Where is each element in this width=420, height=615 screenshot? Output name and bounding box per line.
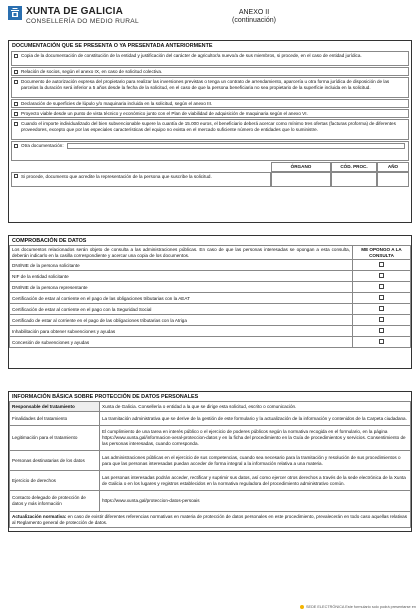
verification-row-label: Certificación de estar al corriente en el pago de las obligaciones tributarias con la AEAT xyxy=(10,293,353,304)
ano-field[interactable] xyxy=(377,172,409,187)
footer-text: SEDE ELECTRÓNICA Este formulario solo podrá presentarse en xyxy=(306,605,416,609)
oppose-cell xyxy=(353,271,411,282)
other-documentation-item[interactable] xyxy=(11,141,409,161)
doc-item-text: Declaración de superficies de lúpulo y/o maquinaria incluida en la solicitud, según el anexo III. xyxy=(21,101,213,106)
doc-item-text: Cuando el importe individualizado del bien subvencionable supere la cuantía de 15.000 euros, el beneficiario deberá acercar como mínimo tres ofertas (facturas proforma) de diferentes proveedores, excepto que por las especiales características del equipo no exista en el mercado suficiente número de entidades que lo suministre. xyxy=(21,121,396,132)
other-documentation-label: Otra documentación: xyxy=(21,143,64,148)
protection-key: Personas destinatarias de los datos xyxy=(10,451,100,471)
verification-row-label: Inhabilitación para obtener subvenciones y ayudas xyxy=(10,326,353,337)
department-name: CONSELLERÍA DO MEDIO RURAL xyxy=(26,18,139,25)
protection-value: Las administraciones públicas en el ejercicio de sus competencias, cuando sea necesario para la tramitación y resolución de sus procedimientos o para que las personas interesadas puedan acceder de forma integral a la información relativa a una materia. xyxy=(100,451,411,471)
doc-item[interactable] xyxy=(11,67,409,76)
table-row xyxy=(10,412,411,426)
data-protection-table xyxy=(9,401,411,528)
oppose-checkbox[interactable] xyxy=(379,306,384,311)
verification-section xyxy=(8,235,412,369)
doc-checkbox[interactable] xyxy=(14,122,18,126)
protection-key: Ejercicio de derechos xyxy=(10,471,100,491)
oppose-checkbox[interactable] xyxy=(379,295,384,300)
table-row xyxy=(10,512,411,528)
representation-row xyxy=(11,172,409,187)
doc-checkbox[interactable] xyxy=(14,112,18,116)
documentation-section xyxy=(8,40,412,223)
doc-item-text: Documento de autorización expresa del propietario para realizar las inversiones previstas o tenga un contrato de arrendamiento, aparcería u otra forma jurídica de disposición de las parcelas la duración será inferior a 5 años desde la fecha de la solicitud, en el caso de que la persona beneficiaria no sea propietario de la superficie incluida en la solicitud. xyxy=(21,79,390,90)
table-row xyxy=(10,271,411,282)
oppose-checkbox[interactable] xyxy=(379,262,384,267)
oppose-checkbox[interactable] xyxy=(379,284,384,289)
table-row xyxy=(10,260,411,271)
verification-row-label: Concesión de subvenciones y ayudas xyxy=(10,337,353,348)
doc-checkbox[interactable] xyxy=(14,102,18,106)
ano-header: AÑO xyxy=(377,162,409,172)
protection-value: La tramitación administrativa que se derive de la gestión de este formulario y la actualización de la información y contenidos de la Carpeta ciudadana. xyxy=(100,412,411,426)
doc-item[interactable] xyxy=(11,51,409,66)
protection-link[interactable]: https://www.xunta.gal/proteccion-datos-persoais xyxy=(100,491,411,512)
regulatory-update-cell xyxy=(10,512,411,528)
protection-key: Legitimación para el tratamiento xyxy=(10,426,100,451)
verification-row-label: NIF de la entidad solicitante xyxy=(10,271,353,282)
oppose-checkbox[interactable] xyxy=(379,328,384,333)
documentation-title: DOCUMENTACIÓN QUE SE PRESENTA O YA PRESENTADA ANTERIORMENTE xyxy=(12,43,213,49)
verification-header-row xyxy=(10,246,411,260)
table-row xyxy=(10,304,411,315)
representation-item[interactable] xyxy=(11,172,271,187)
oppose-checkbox[interactable] xyxy=(379,273,384,278)
oppose-checkbox[interactable] xyxy=(379,339,384,344)
oppose-cell xyxy=(353,315,411,326)
verification-intro: Los documentos relacionados serán objeto de consulta a las administraciones públicas. En caso de que las personas interesadas se opongan a esta consulta, deberán indicarlo en la casilla correspondiente y acercar una copia de los documentos. xyxy=(10,246,353,260)
oppose-header: ME OPONGO A LA CONSULTA xyxy=(353,246,411,260)
table-row xyxy=(10,293,411,304)
table-row xyxy=(10,337,411,348)
oppose-cell xyxy=(353,337,411,348)
organo-field[interactable] xyxy=(271,172,331,187)
doc-item-text: Copia de la documentación de constitución de la entidad y justificación del carácter de agricultor/a nuevo/a de sus miembros, si procede, en el caso de entidad jurídica. xyxy=(21,53,362,58)
table-row xyxy=(10,426,411,451)
annex-label xyxy=(214,9,294,25)
table-row xyxy=(10,402,411,412)
oppose-cell xyxy=(353,304,411,315)
verification-row-label: DNI/NIE de la persona solicitante xyxy=(10,260,353,271)
table-row xyxy=(10,326,411,337)
doc-item[interactable] xyxy=(11,119,409,140)
regulatory-update-text: en caso de existir diferentes referencias normativas en materia de protección de datos personales en este procedimiento, prevalecerán en todo caso aquellas relativas al Reglamento general de protección de datos. xyxy=(12,514,408,525)
organo-header: ÓRGANO xyxy=(271,162,331,172)
cod-proc-field[interactable] xyxy=(331,172,377,187)
doc-item-text: Relación de socios, según el anexo IX, en caso de solicitud colectiva. xyxy=(21,69,163,74)
representation-text: Si procede, documento que acredite la representación de la persona que suscribe la solicitud. xyxy=(21,173,212,179)
verification-title: COMPROBACIÓN DE DATOS xyxy=(12,238,87,244)
protection-key: Responsable del tratamiento xyxy=(10,402,100,412)
xunta-logo-icon xyxy=(8,6,22,20)
oppose-cell xyxy=(353,326,411,337)
other-documentation-field[interactable] xyxy=(67,143,405,149)
protection-key: Finalidades del tratamiento xyxy=(10,412,100,426)
doc-item[interactable] xyxy=(11,99,409,108)
org-name: XUNTA DE GALICIA xyxy=(26,6,124,17)
sede-logo-icon xyxy=(300,605,304,609)
oppose-cell xyxy=(353,293,411,304)
other-documentation-row xyxy=(21,143,405,149)
cod-proc-header: CÓD. PROC. xyxy=(331,162,377,172)
document-header xyxy=(8,6,412,36)
table-row xyxy=(10,491,411,512)
procedure-table-header xyxy=(11,162,409,172)
doc-item[interactable] xyxy=(11,109,409,118)
doc-checkbox[interactable] xyxy=(14,54,18,58)
doc-item[interactable] xyxy=(11,77,409,98)
doc-item-text: Proyecto viable desde un punto de vista técnico y económico junto con el Plan de viabilidad de adquisición de maquinaria según el anexo VI. xyxy=(21,111,308,116)
protection-value: El cumplimiento de una tarea en interés público o el ejercicio de poderes públicos según la normativa recogida en el formulario, en la página https://www.xunta.gal/informacion-xeral-proteccion-datos y en la ficha del procedimiento en la Guía de procedimientos y servicios. Consentimiento de las personas interesadas, cuando corresponda. xyxy=(100,426,411,451)
oppose-cell xyxy=(353,282,411,293)
footer-mark xyxy=(300,605,416,610)
table-row xyxy=(10,315,411,326)
data-protection-section xyxy=(8,391,412,532)
protection-value: Las personas interesadas podrán acceder, rectificar y suprimir sus datos, así como ejercer otros derechos a través de la sede electrónica de la Xunta de Galicia o en los lugares y registros establecidos en la normativa reguladora del procedimiento administrativo común. xyxy=(100,471,411,491)
verification-row-label: Certificación de estar al corriente en el pago con la Seguridad Social xyxy=(10,304,353,315)
verification-row-label: Certificado de estar al corriente en el pago de las obligaciones tributarias con la Atriga xyxy=(10,315,353,326)
protection-value: Xunta de Galicia. Consellería o entidad a la que se dirige esta solicitud, escrito o comunicación. xyxy=(100,402,411,412)
doc-checkbox[interactable] xyxy=(14,174,18,178)
oppose-checkbox[interactable] xyxy=(379,317,384,322)
data-protection-title: INFORMACIÓN BÁSICA SOBRE PROTECCIÓN DE DATOS PERSONALES xyxy=(12,394,199,400)
verification-table xyxy=(9,245,411,348)
table-row xyxy=(10,471,411,491)
annex-subtitle: (continuación) xyxy=(232,17,276,24)
doc-checkbox[interactable] xyxy=(14,80,18,84)
protection-key: Contacto delegado de protección de datos y más información xyxy=(10,491,100,512)
table-row xyxy=(10,451,411,471)
oppose-cell xyxy=(353,260,411,271)
regulatory-update-label: Actualización normativa: xyxy=(12,514,67,519)
doc-checkbox[interactable] xyxy=(14,70,18,74)
table-spacer xyxy=(11,162,271,172)
verification-row-label: DNI/NIE de la persona representante xyxy=(10,282,353,293)
documentation-list xyxy=(11,51,409,187)
annex-title: ANEXO II xyxy=(238,9,270,16)
table-row xyxy=(10,282,411,293)
doc-checkbox[interactable] xyxy=(14,144,18,148)
